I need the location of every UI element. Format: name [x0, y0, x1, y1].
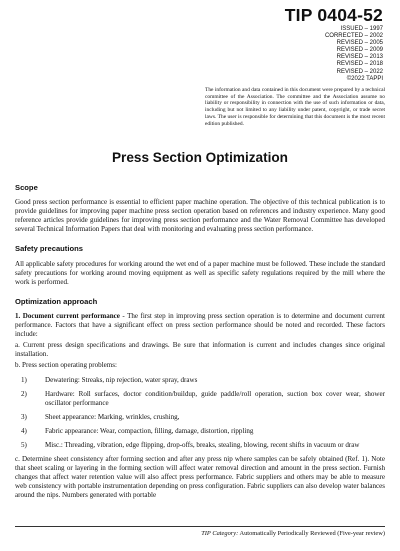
tip-category-label: TIP Category: [201, 530, 239, 537]
list-item [15, 413, 385, 422]
revision-line: REVISED – 2009 [336, 47, 383, 54]
item-a-paragraph: a. Current press design specifications and drawings. Be sure that information is current and includes changes since original installation. [15, 341, 385, 359]
revision-line: REVISED – 2018 [336, 61, 383, 68]
safety-paragraph: All applicable safety procedures for working around the wet end of a paper machine must be followed. These include the standard safety precautions for working around moving equipment as well as specific safety regulations required by the mill where the work is performed. [15, 259, 385, 286]
list-item-text: Dewatering: Streaks, nip rejection, water spray, draws [45, 375, 198, 384]
scope-heading: Scope [15, 183, 38, 192]
revision-line: REVISED – 2013 [336, 54, 383, 61]
list-item [15, 390, 385, 408]
item-b-paragraph: b. Press section operating problems: [15, 361, 117, 370]
revision-line: ISSUED – 1997 [340, 26, 383, 32]
list-item-number: 3) [21, 412, 27, 421]
list-item-text: Sheet appearance: Marking, wrinkles, crushing, [45, 412, 180, 421]
list-item [15, 441, 385, 450]
list-item [15, 376, 385, 385]
revision-line: REVISED – 2022 [336, 68, 383, 75]
list-item-text: Misc.: Threading, vibration, edge flipping, drop-offs, breaks, stealing, blowing, recent shifts in vacuum or draw [45, 440, 360, 449]
document-body [15, 183, 385, 503]
list-item-number: 5) [21, 440, 27, 449]
footer-divider [15, 526, 385, 527]
list-item-text: Fabric appearance: Wear, compaction, filling, damage, distortion, rippling [45, 426, 254, 435]
page-footer [0, 526, 400, 551]
revision-line: CORRECTED – 2002 [324, 33, 383, 40]
list-item-number: 1) [21, 375, 27, 384]
step-1-paragraph [15, 312, 385, 339]
disclaimer-text: The information and data contained in this document were prepared by a technical committee of the Association. The committee and the Association assume no liability or responsibility in connection with the use of such information or data, including but not limited to any liability under patent, copyright, or trade secret laws. The user is responsible for determining that this document is the most recent edition published. [205, 87, 385, 127]
list-item-text: Hardware: Roll surfaces, doctor condition/buildup, guide paddle/roll operation, suction box cover wear, shower oscillator performance [45, 389, 385, 407]
tip-number: TIP 0404-52 [284, 5, 383, 25]
step-1-label: 1. Document current performance [15, 311, 120, 320]
document-title: Press Section Optimization [111, 150, 288, 165]
tip-category-value: Automatically Periodically Reviewed (Five-year review) [238, 530, 385, 537]
step-1-text: - The first step in improving press section operation is to determine and document current performance. Factors that have a significant effect on press section performance should be noted and recorded. These factors include: [15, 311, 385, 339]
problems-list [15, 376, 385, 451]
list-item [15, 427, 385, 436]
list-item-number: 2) [21, 389, 27, 398]
revision-history [325, 26, 383, 83]
copyright-line: ©2022 TAPPI [346, 75, 383, 82]
optimization-heading: Optimization approach [15, 296, 98, 306]
revision-line: REVISED – 2005 [336, 40, 383, 47]
scope-paragraph: Good press section performance is essential to efficient paper machine operation. The objective of this technical publication is to provide guidelines for improving paper machine press section operation based on references and industry experience. Many good reference articles provide guidelines for improving press section performance and the Water Removal Committee has developed several Technical Information Papers that deal with monitoring and evaluating press section performance. [15, 198, 385, 234]
item-c-paragraph: c. Determine sheet consistency after forming section and after any press nip where samples can be safely obtained (Ref. 1). Note that sheet scaling or layering in the forming section will affect water removal direction and amount in the press section. Furnish changes that affect water retention value will also affect press performance. Fabric suppliers and others may be able to measure web consistency with portable instrumentation depending on press configuration. Fabric suppliers can also develop water balances around the nips. Numbers generated with portable [15, 455, 385, 500]
tip-category [201, 530, 385, 537]
safety-heading: Safety precautions [15, 244, 83, 254]
list-item-number: 4) [21, 426, 27, 435]
